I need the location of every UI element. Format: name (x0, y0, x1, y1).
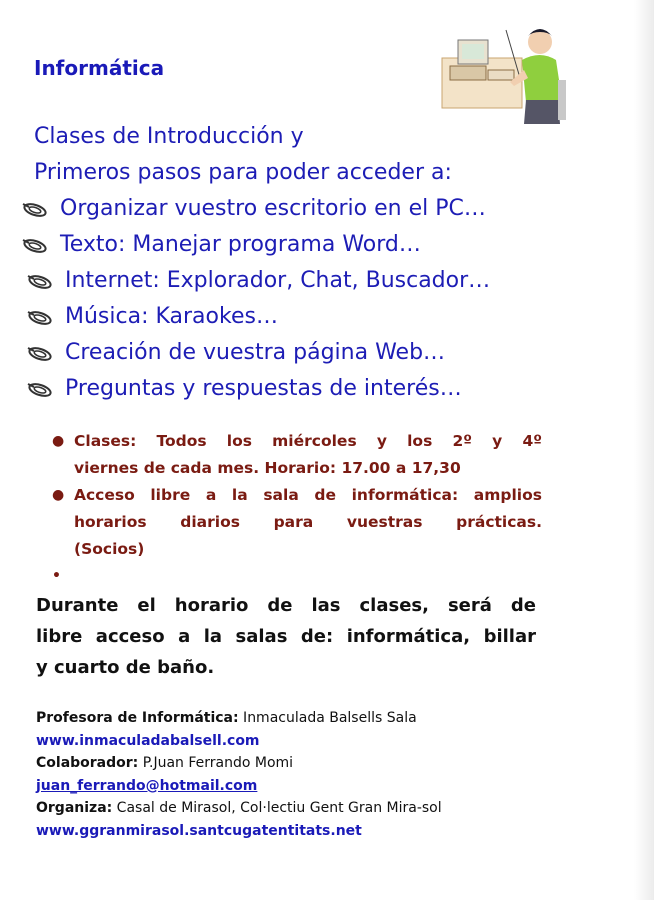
bullet-text: Internet: Explorador, Chat, Buscador… (65, 268, 491, 293)
bullet-dot-icon: • (52, 568, 61, 584)
bullet-swirl-icon (25, 308, 53, 326)
bullet-dot-icon: ● (52, 433, 65, 449)
bullet-swirl-icon (20, 236, 48, 254)
bullet-swirl-icon (25, 272, 53, 290)
email-link[interactable]: juan_ferrando@hotmail.com (36, 777, 258, 794)
notice-line-1: Durante el horario de las clases, será de (36, 595, 536, 616)
clases-line-2: viernes de cada mes. Horario: 17.00 a 17,30 (74, 459, 461, 477)
list-item (25, 268, 490, 293)
info-item-acceso (52, 482, 542, 563)
organiza-value: Casal de Mirasol, Col·lectiu Gent Gran Mira-sol (112, 800, 442, 816)
acceso-line-2: horarios diarios para vuestras prácticas. (74, 513, 542, 531)
organization-website-link[interactable]: www.ggranmirasol.santcugatentitats.net (36, 822, 362, 839)
list-item (20, 196, 486, 221)
bullet-text: Música: Karaokes… (65, 304, 278, 329)
notice-paragraph (36, 590, 536, 683)
bullet-text: Organizar vuestro escritorio en el PC… (60, 196, 486, 221)
person-at-computer-illustration (440, 20, 570, 130)
organiza-label: Organiza: (36, 800, 113, 816)
bullet-text: Texto: Manejar programa Word… (60, 232, 421, 257)
acceso-line-3: (Socios) (74, 540, 145, 558)
profesora-label: Profesora de Informática: (36, 710, 239, 726)
list-item (25, 304, 278, 329)
bullet-swirl-icon (25, 344, 53, 362)
paper-edge-shadow (634, 0, 654, 900)
colaborador-value: P.Juan Ferrando Momi (138, 755, 294, 771)
bullet-swirl-icon (20, 200, 48, 218)
page-title: Informática (34, 56, 165, 80)
profesora-line (36, 707, 442, 730)
intro-line-1: Clases de Introducción y (34, 124, 304, 149)
intro-line-2: Primeros pasos para poder acceder a: (34, 160, 452, 185)
list-item (25, 376, 462, 401)
colaborador-line (36, 752, 442, 775)
info-list (52, 428, 542, 590)
bullet-swirl-icon (25, 380, 53, 398)
acceso-line-1: Acceso libre a la sala de informática: amplios (74, 486, 542, 504)
organiza-line (36, 797, 442, 820)
list-item (20, 232, 421, 257)
bullet-text: Creación de vuestra página Web… (65, 340, 446, 365)
bullet-dot-icon: ● (52, 487, 65, 503)
list-item (25, 340, 445, 365)
contact-block (36, 707, 442, 842)
colaborador-label: Colaborador: (36, 755, 139, 771)
notice-line-2: libre acceso a la salas de: informática, billar (36, 626, 536, 647)
info-item-clases (52, 428, 542, 482)
notice-line-3: y cuarto de baño. (36, 657, 215, 678)
website-link[interactable]: www.inmaculadabalsell.com (36, 732, 260, 749)
clases-line-1: Clases: Todos los miércoles y los 2º y 4º (74, 432, 542, 450)
profesora-value: Inmaculada Balsells Sala (238, 710, 417, 726)
bullet-text: Preguntas y respuestas de interés… (65, 376, 462, 401)
info-item-empty (52, 563, 542, 590)
